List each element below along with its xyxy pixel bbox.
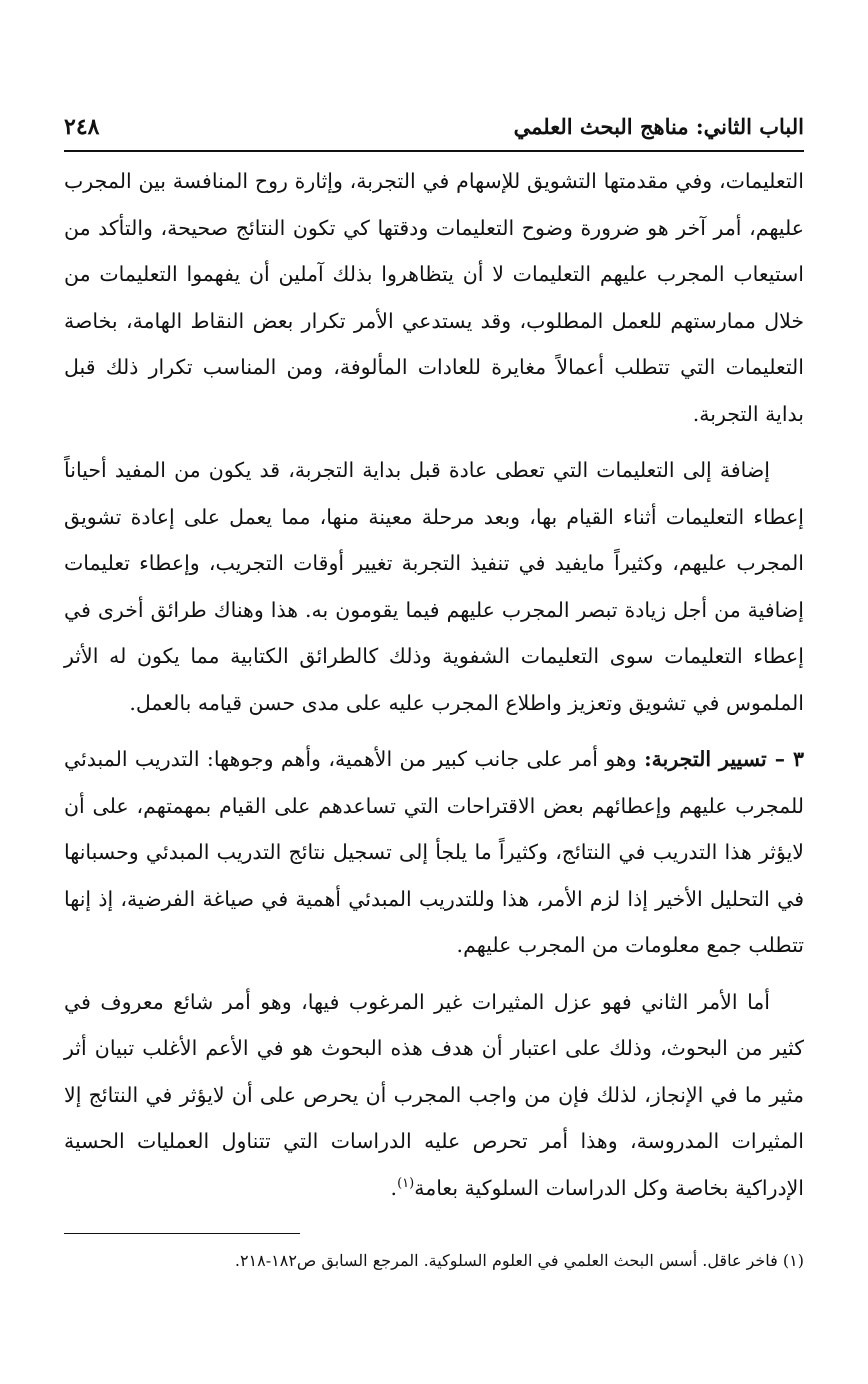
paragraph-conducting-experiment: [64, 736, 804, 969]
footnote-divider: [64, 1233, 300, 1234]
chapter-title: الباب الثاني: مناهج البحث العلمي: [513, 114, 804, 139]
paragraph-instructions-continued: التعليمات، وفي مقدمتها التشويق للإسهام في التجربة، وإثارة روح المنافسة بين المجرب عليهم، أمر آخر هو ضرورة وضوح التعليمات ودقتها كي تكون النتائج صحيحة، والتأكد من استيعاب المجرب عليهم التعليمات لا أن يتظاهروا بذلك آملين أن يفهموا التعليمات من خلال ممارستهم للعمل المطلوب، وقد يستدعي الأمر تكرار بعض النقاط الهامة، بخاصة التعليمات التي تتطلب أعمالاً مغايرة للعادات المألوفة، ومن المناسب تكرار ذلك قبل بداية التجربة.: [64, 169, 804, 426]
section-heading-conducting-experiment: ٣ – تسيير التجربة:: [644, 747, 804, 771]
running-header: [64, 110, 804, 152]
footnote-reference: (١): [397, 1175, 415, 1191]
footnote: (١) فاخر عاقل. أسس البحث العلمي في العلوم السلوكية. المرجع السابق ص١٨٢-٢١٨.: [234, 1251, 804, 1270]
paragraph-end-punctuation: .: [390, 1175, 398, 1200]
body-text: [64, 158, 804, 1211]
section-text-conducting-experiment: وهو أمر على جانب كبير من الأهمية، وأهم وجوهها: التدريب المبدئي للمجرب عليهم وإعطائهم بعض الاقتراحات التي تساعدهم على القيام بمهمتهم، على أن لايؤثر هذا التدريب في النتائج، وكثيراً ما يلجأ إلى تسجيل نتائج التدريب المبدئي وحسبانها في التحليل الأخير إذا لزم الأمر، هذا وللتدريب المبدئي أهمية في صياغة الفرضية، إذ إنها تتطلب جمع معلومات من المجرب عليهم.: [64, 747, 804, 957]
book-page: [64, 110, 804, 1211]
paragraph-isolating-stimuli: [64, 979, 804, 1212]
paragraph-additional-instructions: إضافة إلى التعليمات التي تعطى عادة قبل بداية التجربة، قد يكون من المفيد أحياناً إعطاء التعليمات أثناء القيام بها، وبعد مرحلة معينة منها، مما يعمل على إعادة تشويق المجرب عليهم، وكثيراً مايفيد في تنفيذ التجربة تغيير أوقات التجريب، وإعطاء تعليمات إضافية من أجل زيادة تبصر المجرب عليهم فيما يقومون به. هذا وهناك طرائق أخرى في إعطاء التعليمات سوى التعليمات الشفوية وذلك كالطرائق الكتابية مما يكون له الأثر الملموس في تشويق وتعزيز واطلاع المجرب عليه على مدى حسن قيامه بالعمل.: [64, 458, 804, 715]
paragraph-isolating-stimuli-text: أما الأمر الثاني فهو عزل المثيرات غير المرغوب فيها، وهو أمر شائع معروف في كثير من البحوث، وذلك على اعتبار أن هدف هذه البحوث هو في الأعم الأغلب تبيان أثر مثير ما في الإنجاز، لذلك فإن من واجب المجرب أن يحرص على أن لايؤثر في النتائج إلا المثيرات المدروسة، وهذا أمر تحرص عليه الدراسات التي تتناول العمليات الحسية الإدراكية بخاصة وكل الدراسات السلوكية بعامة: [64, 989, 804, 1200]
page-number: ٢٤٨: [64, 114, 100, 140]
